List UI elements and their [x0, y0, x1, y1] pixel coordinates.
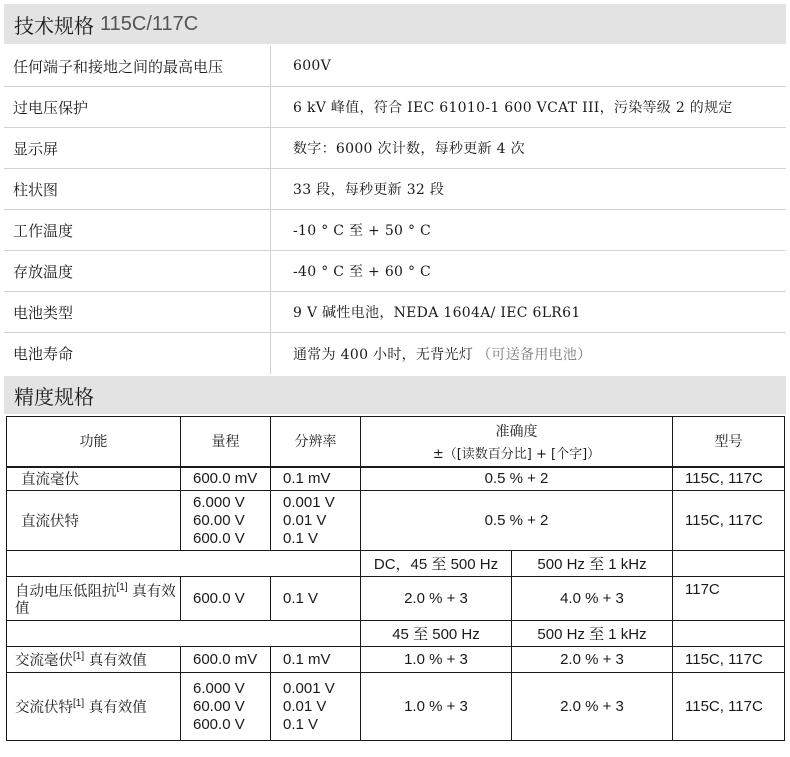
spec-label: 电池寿命: [4, 333, 271, 374]
spec-label: 工作温度: [4, 210, 271, 250]
spec-label: 过电压保护: [4, 87, 271, 127]
model-cell: 115C, 117C: [673, 647, 785, 673]
spec-row: [4, 128, 786, 169]
accuracy-title: 精度规格: [14, 384, 94, 409]
band-left: DC，45 至 500 Hz: [361, 551, 512, 577]
spec-row: [4, 210, 786, 251]
band-spacer: [673, 551, 785, 577]
accuracy-table: [6, 416, 785, 741]
spec-row: [4, 333, 786, 374]
spec-row: [4, 169, 786, 210]
function-text: 自动电压低阻抗: [15, 583, 117, 600]
spec-value-text: -40 ° C 至 + 60 ° C: [293, 264, 432, 280]
accuracy-cell: 2.0 % + 3: [361, 577, 512, 621]
resolution-value: 0.1 V: [283, 715, 319, 733]
resolution-value: 0.01 V: [283, 697, 327, 715]
spec-label: 显示屏: [4, 128, 271, 168]
range-value: 6.000 V: [193, 679, 245, 697]
resolution-cell: 0.1 mV: [271, 467, 361, 491]
spec-value-text: 33 段，每秒更新 32 段: [293, 182, 445, 198]
resolution-cell: 0.1 mV: [271, 647, 361, 673]
table-row: [7, 491, 785, 551]
spec-value: [271, 251, 786, 291]
band-spacer: [7, 621, 361, 647]
table-row: [7, 467, 785, 491]
band-left: 45 至 500 Hz: [361, 621, 512, 647]
accuracy-cell: 0.5 % + 2: [361, 467, 673, 491]
spec-label: 存放温度: [4, 251, 271, 291]
function-cell: 直流伏特: [7, 491, 181, 551]
range-cell: [181, 673, 271, 741]
resolution-value: 0.01 V: [283, 511, 327, 529]
resolution-value: 0.1 V: [283, 529, 319, 547]
band-row: [7, 621, 785, 647]
model-cell: 115C, 117C: [673, 673, 785, 741]
accuracy-cell: 2.0 % + 3: [512, 647, 673, 673]
tech-spec-header: [4, 4, 786, 44]
footnote-ref: [1]: [116, 581, 128, 593]
spec-label: 柱状图: [4, 169, 271, 209]
spec-label: 电池类型: [4, 292, 271, 332]
band-right: 500 Hz 至 1 kHz: [512, 621, 673, 647]
accuracy-cell: 4.0 % + 3: [512, 577, 673, 621]
accuracy-header-row: [7, 417, 785, 467]
range-cell: 600.0 mV: [181, 467, 271, 491]
spec-value-text: 通常为 400 小时，无背光灯: [293, 346, 474, 363]
accuracy-cell: 0.5 % + 2: [361, 491, 673, 551]
band-spacer: [7, 551, 361, 577]
accuracy-cell: 2.0 % + 3: [512, 673, 673, 741]
band-row: [7, 551, 785, 577]
spec-value: [271, 46, 786, 86]
spec-value: [271, 210, 786, 250]
table-row: [7, 647, 785, 673]
function-cell: [7, 673, 181, 741]
col-header-range: 量程: [181, 417, 271, 467]
spec-value-text: -10 ° C 至 + 50 ° C: [293, 223, 432, 239]
spec-value: [271, 128, 786, 168]
col-header-model: 型号: [673, 417, 785, 467]
range-cell: 600.0 mV: [181, 647, 271, 673]
spec-value: [271, 292, 786, 332]
spec-value-text: 600V: [293, 58, 332, 74]
col-header-function: 功能: [7, 417, 181, 467]
col-header-resolution: 分辨率: [271, 417, 361, 467]
function-suffix: 真有效值: [15, 583, 176, 618]
tech-spec-models: 115C/117C: [100, 12, 199, 35]
table-row: [7, 577, 785, 621]
spec-row: [4, 46, 786, 87]
spec-row: [4, 251, 786, 292]
footnote-ref: [1]: [73, 651, 85, 663]
resolution-cell: [271, 673, 361, 741]
spec-label: 任何端子和接地之间的最高电压: [4, 46, 271, 86]
accuracy-sublabel: ±（[读数百分比] + [个字]）: [432, 446, 601, 462]
accuracy-cell: 1.0 % + 3: [361, 647, 512, 673]
spec-row: [4, 292, 786, 333]
model-cell: 115C, 117C: [673, 491, 785, 551]
spec-value-text: 数字：6000 次计数，每秒更新 4 次: [293, 141, 525, 157]
range-value: 60.00 V: [193, 511, 245, 529]
range-cell: 600.0 V: [181, 577, 271, 621]
function-cell: [7, 577, 181, 621]
spec-value: [271, 87, 786, 127]
resolution-value: 0.001 V: [283, 493, 335, 511]
range-value: 600.0 V: [193, 529, 245, 547]
spec-row: [4, 87, 786, 128]
tech-spec-table: [4, 46, 786, 374]
spec-value: [271, 333, 786, 374]
range-value: 60.00 V: [193, 697, 245, 715]
tech-spec-title: 技术规格: [14, 13, 94, 38]
function-cell: [7, 647, 181, 673]
col-header-accuracy: [361, 417, 673, 467]
spec-value-text: 9 V 碱性电池，NEDA 1604A/ IEC 6LR61: [293, 305, 581, 321]
model-cell: 115C, 117C: [673, 467, 785, 491]
resolution-value: 0.001 V: [283, 679, 335, 697]
spec-value: [271, 169, 786, 209]
table-row: [7, 673, 785, 741]
range-value: 600.0 V: [193, 715, 245, 733]
accuracy-label: 准确度: [495, 423, 538, 440]
function-text: 交流毫伏: [15, 653, 73, 669]
range-value: 6.000 V: [193, 493, 245, 511]
spec-value-text: 6 kV 峰值，符合 IEC 61010-1 600 VCAT III，污染等级 2 的规定: [293, 100, 733, 116]
accuracy-header: [4, 376, 786, 414]
function-text: 交流伏特: [15, 700, 73, 716]
function-suffix: 真有效值: [84, 700, 147, 716]
function-cell: 直流毫伏: [7, 467, 181, 491]
resolution-cell: [271, 491, 361, 551]
band-spacer: [673, 621, 785, 647]
function-suffix: 真有效值: [84, 653, 147, 669]
resolution-cell: 0.1 V: [271, 577, 361, 621]
spec-value-note: （可送备用电池）: [477, 346, 592, 363]
model-cell: 117C: [673, 577, 785, 621]
footnote-ref: [1]: [73, 698, 85, 710]
band-right: 500 Hz 至 1 kHz: [512, 551, 673, 577]
accuracy-cell: 1.0 % + 3: [361, 673, 512, 741]
range-cell: [181, 491, 271, 551]
